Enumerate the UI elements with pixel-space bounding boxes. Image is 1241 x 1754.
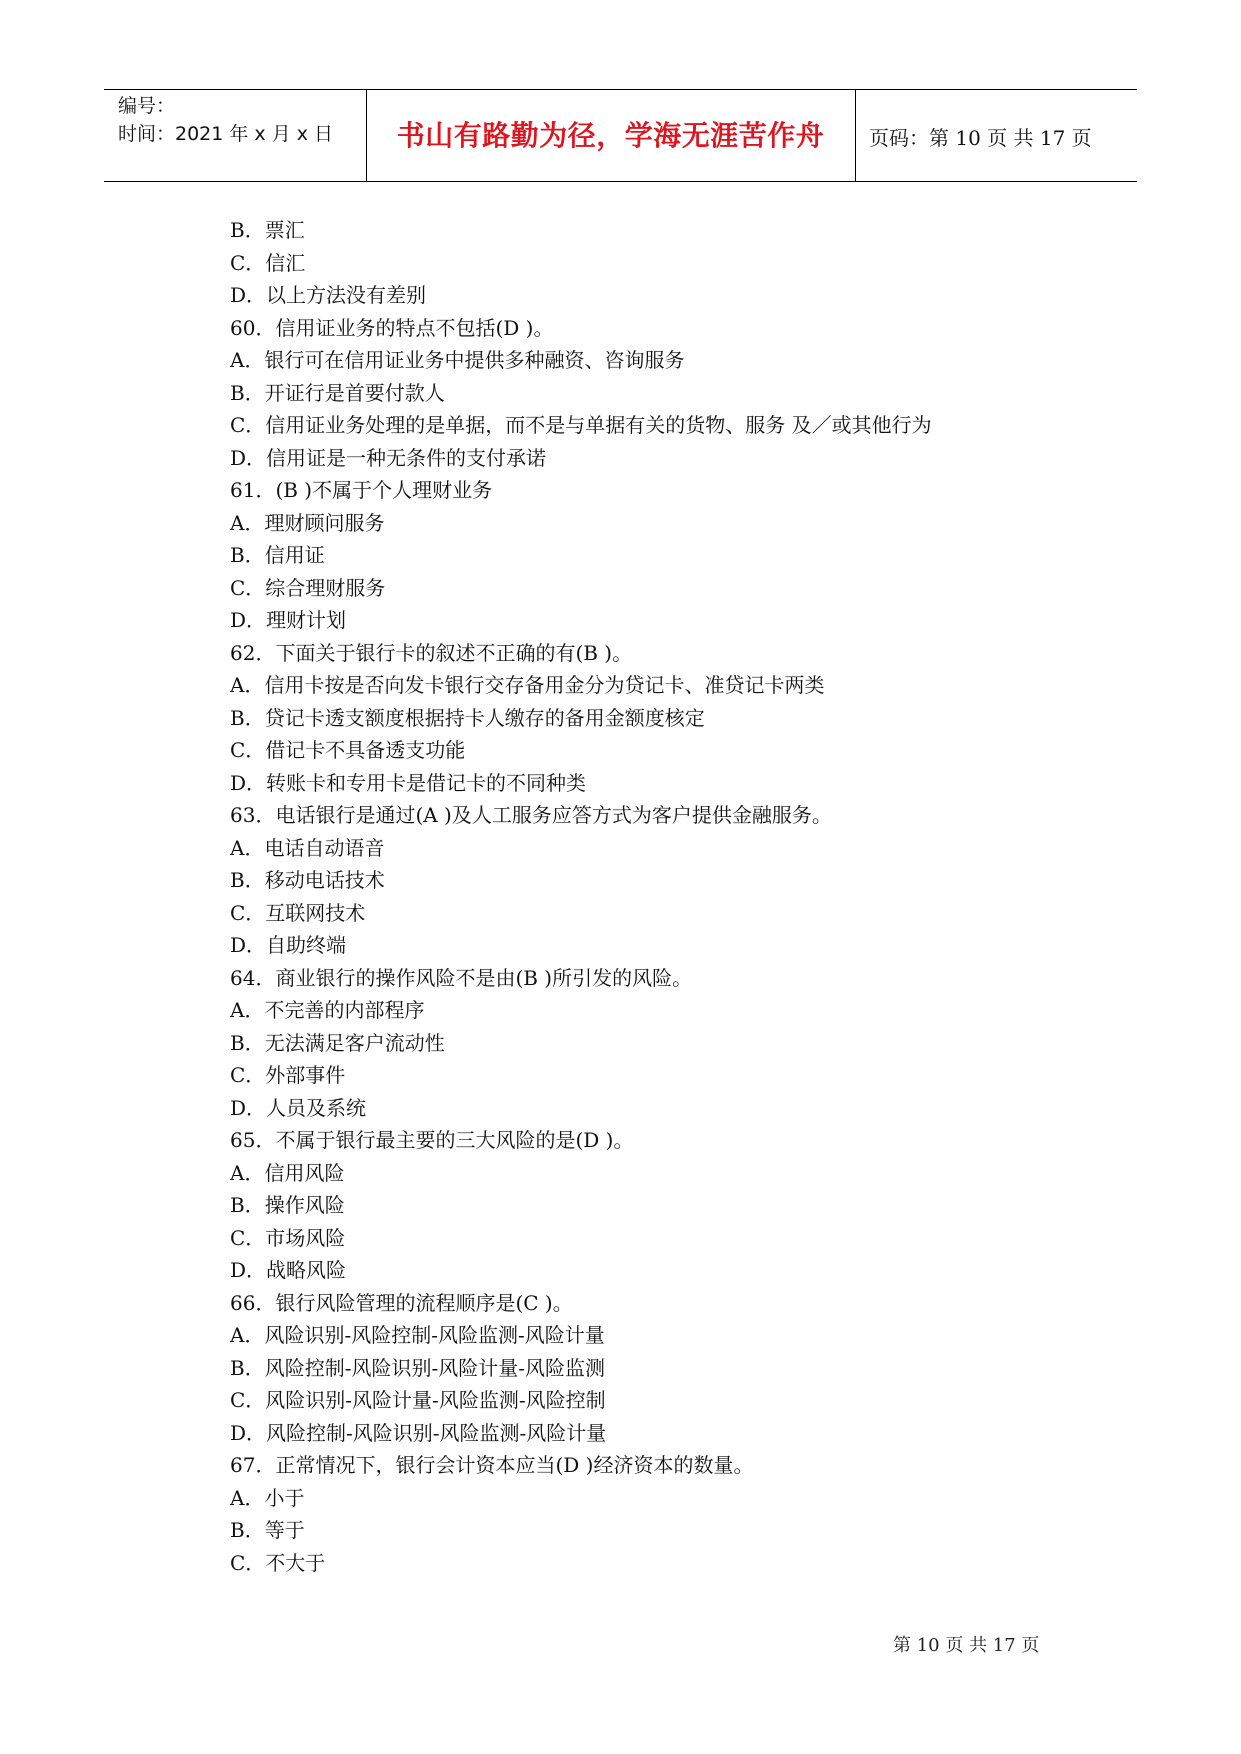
option-line: C．互联网技术 bbox=[230, 900, 366, 925]
question-line: 61．(B )不属于个人理财业务 bbox=[230, 478, 493, 502]
option-line: D．自助终端 bbox=[230, 933, 347, 957]
option-line: A．银行可在信用证业务中提供多种融资、咨询服务 bbox=[230, 348, 685, 372]
option-line: D．人员及系统 bbox=[230, 1095, 367, 1120]
option-line: D．风险控制-风险识别-风险监测-风险计量 bbox=[230, 1420, 607, 1445]
question-line: 62．下面关于银行卡的叙述不正确的有(B )。 bbox=[230, 640, 633, 665]
option-line: C．信汇 bbox=[230, 250, 306, 275]
option-line: B．风险控制-风险识别-风险计量-风险监测 bbox=[230, 1355, 605, 1380]
question-line: 60．信用证业务的特点不包括(D )。 bbox=[230, 315, 554, 340]
option-line: A．小于 bbox=[230, 1485, 305, 1510]
option-line: B．票汇 bbox=[230, 218, 305, 242]
option-line: A．信用风险 bbox=[230, 1160, 345, 1185]
option-line: D．以上方法没有差别 bbox=[230, 283, 427, 307]
option-line: D．转账卡和专用卡是借记卡的不同种类 bbox=[230, 770, 587, 795]
option-line: A．信用卡按是否向发卡银行交存备用金分为贷记卡、准贷记卡两类 bbox=[230, 673, 825, 697]
option-line: C．外部事件 bbox=[230, 1063, 346, 1087]
option-line: A．不完善的内部程序 bbox=[230, 998, 425, 1022]
header-bottom-rule bbox=[104, 181, 1137, 182]
question-line: 63．电话银行是通过(A )及人工服务应答方式为客户提供金融服务。 bbox=[230, 803, 832, 827]
option-line: A．电话自动语音 bbox=[230, 835, 385, 860]
option-line: B．信用证 bbox=[230, 543, 325, 567]
option-line: C．风险识别-风险计量-风险监测-风险控制 bbox=[230, 1388, 606, 1412]
question-line: 65．不属于银行最主要的三大风险的是(D )。 bbox=[230, 1128, 634, 1152]
header-page-label: 页码：第 10 页 共 17 页 bbox=[869, 126, 1092, 150]
option-line: A．理财顾问服务 bbox=[230, 510, 385, 535]
question-list bbox=[230, 214, 932, 1579]
option-line: B．贷记卡透支额度根据持卡人缴存的备用金额度核定 bbox=[230, 705, 705, 730]
option-line: B．无法满足客户流动性 bbox=[230, 1030, 445, 1055]
option-line: D．信用证是一种无条件的支付承诺 bbox=[230, 445, 547, 470]
document-number-label: 编号： bbox=[118, 95, 176, 117]
option-line: A．风险识别-风险控制-风险监测-风险计量 bbox=[230, 1323, 605, 1347]
header-divider-right bbox=[855, 89, 856, 182]
option-line: B．开证行是首要付款人 bbox=[230, 380, 445, 405]
question-line: 64．商业银行的操作风险不是由(B )所引发的风险。 bbox=[230, 965, 693, 990]
option-line: C．不大于 bbox=[230, 1550, 326, 1575]
option-line: B．移动电话技术 bbox=[230, 868, 385, 892]
question-line: 67．正常情况下，银行会计资本应当(D )经济资本的数量。 bbox=[230, 1453, 754, 1477]
option-line: B．等于 bbox=[230, 1518, 305, 1542]
option-line: D．战略风险 bbox=[230, 1258, 347, 1282]
option-line: C．综合理财服务 bbox=[230, 575, 386, 600]
option-line: B．操作风险 bbox=[230, 1193, 345, 1217]
option-line: C．市场风险 bbox=[230, 1225, 346, 1250]
option-line: D．理财计划 bbox=[230, 608, 347, 632]
option-line: C．借记卡不具备透支功能 bbox=[230, 738, 466, 762]
option-line: C．信用证业务处理的是单据，而不是与单据有关的货物、服务 及／或其他行为 bbox=[230, 413, 932, 437]
document-time-label: 时间：2021 年 x 月 x 日 bbox=[118, 123, 334, 145]
header-top-rule bbox=[104, 89, 1137, 90]
question-line: 66．银行风险管理的流程顺序是(C )。 bbox=[230, 1290, 573, 1315]
header-meta bbox=[118, 92, 333, 148]
page-footer: 第 10 页 共 17 页 bbox=[893, 1635, 1040, 1656]
header-motto: 书山有路勤为径，学海无涯苦作舟 bbox=[396, 119, 825, 152]
